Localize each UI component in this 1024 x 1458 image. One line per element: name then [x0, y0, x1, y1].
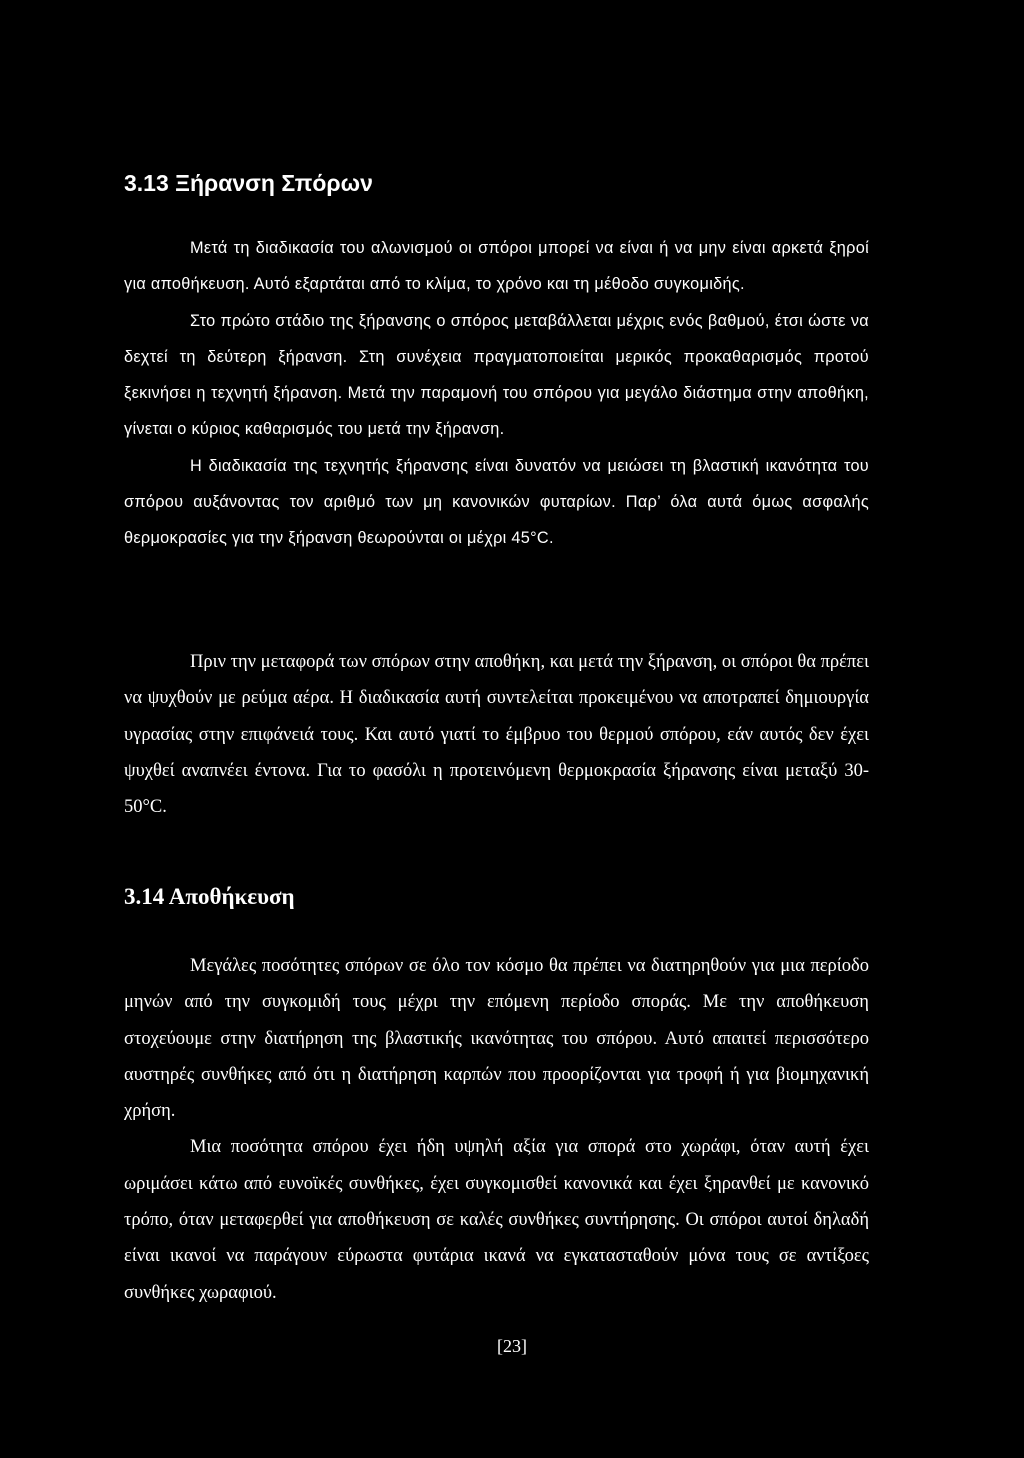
section-body-drying-cooling [124, 644, 869, 825]
paragraph: Μεγάλες ποσότητες σπόρων σε όλο τον κόσμο θα πρέπει να διατηρηθούν για μια περίοδο μηνών από την συγκομιδή τους μέχρι την επόμενη περίοδο σποράς. Με την αποθήκευση στοχεύουμε στην διατήρηση της βλαστικής ικανότητας του σπόρου. Αυτό απαιτεί περισσότερο αυστηρές συνθήκες από ότι η διατήρηση καρπών που προορίζονται για τροφή ή για βιομηχανική χρήση. [124, 956, 869, 1122]
paragraph: Η διαδικασία της τεχνητής ξήρανσης είναι δυνατόν να μειώσει τη βλαστική ικανότητα του σπόρου αυξάνοντας τον αριθμό των μη κανονικών φυταρίων. Παρ’ όλα αυτά όμως ασφαλής θερμοκρασίες για την ξήρανση θεωρούνται οι μέχρι 45°C. [124, 456, 869, 548]
page-number: [23] [497, 1336, 527, 1356]
paragraph: Μετά τη διαδικασία του αλωνισμού οι σπόροι μπορεί να είναι ή να μην είναι αρκετά ξηροί για αποθήκευση. Αυτό εξαρτάται από το κλίμα, το χρόνο και τη μέθοδο συγκομιδής. [124, 239, 869, 294]
paragraph: Πριν την μεταφορά των σπόρων στην αποθήκη, και μετά την ξήρανση, οι σπόροι θα πρέπει να ψυχθούν με ρεύμα αέρα. Η διαδικασία αυτή συντελείται προκειμένου να αποτραπεί δημιουργία υγρασίας στην επιφάνειά τους. Και αυτό γιατί το έμβρυο του θερμού σπόρου, εάν αυτός δεν έχει ψυχθεί αναπνέει έντονα. Για το φασόλι η προτεινόμενη θερμοκρασία ξήρανσης είναι μεταξύ 30-50°C. [124, 652, 869, 818]
paragraph: Μια ποσότητα σπόρου έχει ήδη υψηλή αξία για σπορά στο χωράφι, όταν αυτή έχει ωριμάσει κάτω από ευνοϊκές συνθήκες, έχει συγκομισθεί κανονικά και έχει ξηρανθεί με κανονικό τρόπο, όταν μεταφερθεί για αποθήκευση σε καλές συνθήκες συντήρησης. Οι σπόροι αυτοί δηλαδή είναι ικανοί να παράγουν εύρωστα φυτάρια ικανά να εγκατασταθούν μόνα τους σε αντίξοες συνθήκες χωραφιού. [124, 1137, 869, 1303]
section-heading-storage: 3.14 Αποθήκευση [124, 884, 295, 909]
section-body-drying [124, 230, 869, 557]
paragraph: Στο πρώτο στάδιο της ξήρανσης ο σπόρος μεταβάλλεται μέχρις ενός βαθμού, έτσι ώστε να δεχτεί τη δεύτερη ξήρανση. Στη συνέχεια πραγματοποιείται μερικός προκαθαρισμός προτού ξεκινήσει η τεχνητή ξήρανση. Μετά την παραμονή του σπόρου για μεγάλο διάστημα στην αποθήκη, γίνεται ο κύριος καθαρισμός του μετά την ξήρανση. [124, 311, 869, 439]
section-body-storage [124, 948, 869, 1311]
section-heading-drying: 3.13 Ξήρανση Σπόρων [124, 170, 373, 196]
